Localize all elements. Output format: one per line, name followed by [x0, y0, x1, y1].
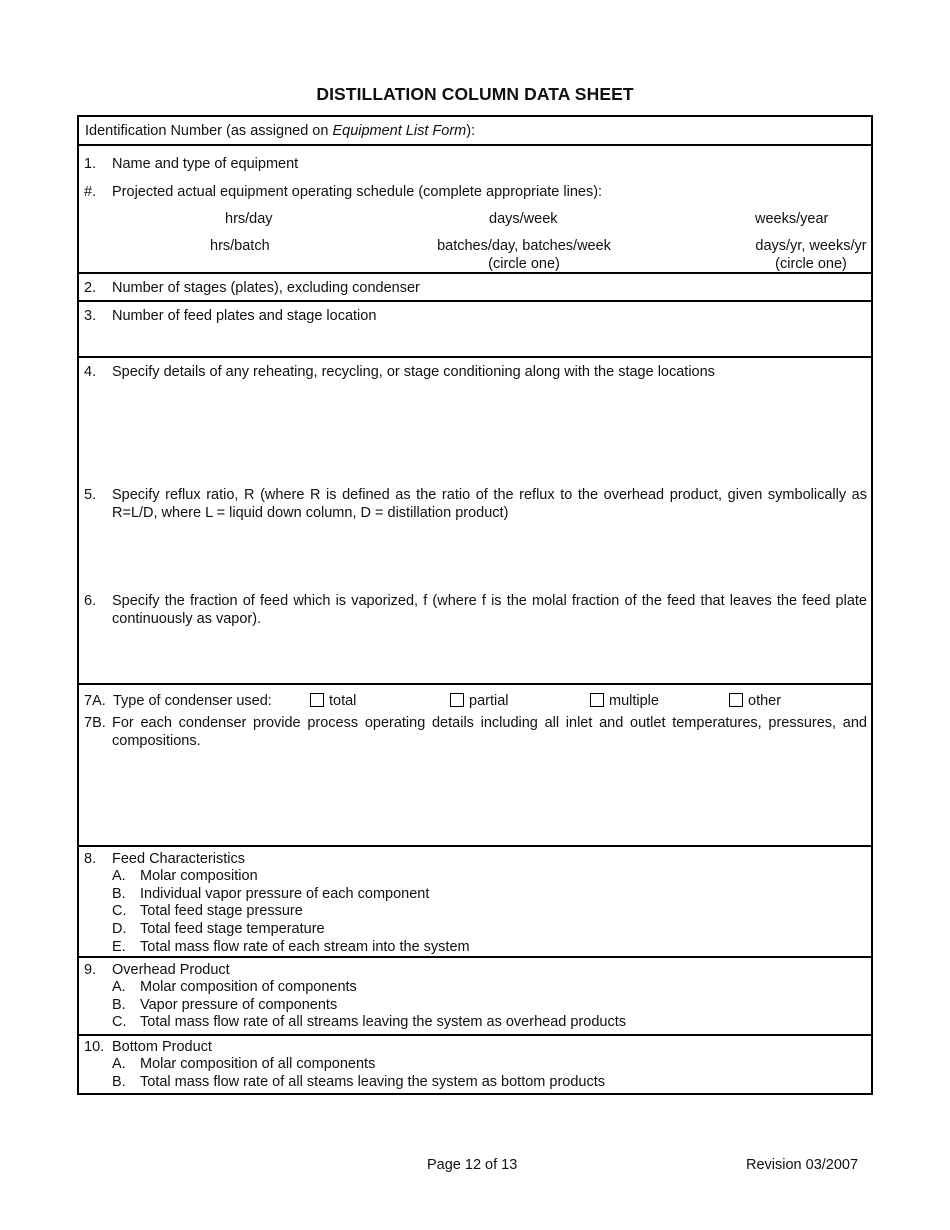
- section-6-vaporized-fraction[interactable]: [79, 587, 871, 683]
- list-item: A. Molar composition: [112, 868, 258, 884]
- section-heading: Bottom Product: [112, 1039, 212, 1055]
- option-label: multiple: [609, 693, 659, 709]
- reheating-label: Specify details of any reheating, recycling, or stage conditioning along with the stage locations: [112, 364, 715, 380]
- section-number: 9.: [84, 962, 97, 978]
- section-8-feed-characteristics[interactable]: [79, 845, 871, 958]
- section-number: 7A.: [84, 693, 106, 709]
- overhead-items-list: [112, 979, 626, 1032]
- equipment-name-type-field[interactable]: Name and type of equipment: [112, 156, 299, 172]
- identification-label: Identification Number (as assigned on Equipment List Form):: [85, 123, 476, 139]
- feed-items-list: [112, 868, 470, 957]
- section-number: #.: [84, 184, 97, 200]
- list-item: B. Total mass flow rate of all steams leaving the system as bottom products: [112, 1073, 606, 1090]
- days-per-week-field[interactable]: days/week: [489, 211, 558, 227]
- reflux-ratio-label: Specify reflux ratio, R (where R is defined as the ratio of the reflux to the overhead product, given symbolically as R=L/D, where L = liquid down column, D = distillation product): [112, 487, 867, 521]
- list-item: B. Individual vapor pressure of each component: [112, 885, 430, 902]
- condenser-other-option[interactable]: [729, 692, 781, 710]
- checkbox-icon[interactable]: [450, 693, 464, 707]
- data-sheet-form: [77, 115, 873, 1095]
- condenser-multiple-option[interactable]: [590, 692, 659, 710]
- section-5-reflux-ratio[interactable]: [79, 481, 871, 583]
- section-number: 7B.: [84, 715, 106, 731]
- list-item: A. Molar composition of components: [112, 979, 357, 995]
- vaporized-fraction-label: Specify the fraction of feed which is vaporized, f (where f is the molal fraction of the feed that leaves the feed plate continuously as vapor).: [112, 593, 867, 627]
- days-weeks-per-year-field[interactable]: [751, 237, 871, 273]
- page-title: DISTILLATION COLUMN DATA SHEET: [316, 84, 634, 104]
- section-10-bottom-product[interactable]: [79, 1034, 871, 1093]
- weeks-per-year-field[interactable]: weeks/year: [755, 211, 829, 227]
- checkbox-icon[interactable]: [590, 693, 604, 707]
- section-number: 8.: [84, 851, 97, 867]
- operating-schedule-label: Projected actual equipment operating schedule (complete appropriate lines):: [112, 184, 603, 200]
- checkbox-icon[interactable]: [729, 693, 743, 707]
- hrs-per-day-field[interactable]: hrs/day: [225, 211, 273, 227]
- list-item: E. Total mass flow rate of each stream into the system: [112, 938, 470, 955]
- bottom-items-list: [112, 1056, 605, 1091]
- hrs-per-batch-field[interactable]: hrs/batch: [210, 238, 270, 254]
- feed-plates-label: Number of feed plates and stage location: [112, 308, 377, 324]
- section-2-stages[interactable]: [79, 272, 871, 300]
- circle-one-note: (circle one): [488, 256, 560, 272]
- section-number: 5.: [84, 487, 97, 503]
- revision-date: Revision 03/2007: [746, 1157, 859, 1173]
- condenser-total-option[interactable]: [310, 692, 356, 710]
- section-number: 3.: [84, 308, 97, 324]
- option-label: partial: [469, 693, 509, 709]
- list-item: A. Molar composition of all components: [112, 1056, 376, 1072]
- section-number: 1.: [84, 156, 97, 172]
- condenser-type-label: Type of condenser used:: [113, 693, 272, 709]
- checkbox-icon[interactable]: [310, 693, 324, 707]
- list-item: C. Total feed stage pressure: [112, 903, 303, 920]
- section-1-equipment: [79, 144, 871, 274]
- option-label: other: [748, 693, 782, 709]
- condenser-details-field[interactable]: For each condenser provide process operating details including all inlet and outlet temperatures, pressures, and compositions.: [112, 715, 867, 749]
- page-number: Page 12 of 13: [427, 1157, 518, 1173]
- list-item: D. Total feed stage temperature: [112, 921, 325, 938]
- section-9-overhead-product[interactable]: [79, 956, 871, 1036]
- section-number: 2.: [84, 280, 97, 296]
- section-7-condenser: [79, 683, 871, 847]
- section-4-reheating[interactable]: [79, 356, 871, 481]
- list-item: B. Vapor pressure of components: [112, 996, 338, 1013]
- section-number: 6.: [84, 593, 97, 609]
- days-weeks-options: days/yr, weeks/yr: [755, 238, 867, 254]
- section-number: 10.: [84, 1039, 105, 1055]
- list-item: C. Total mass flow rate of all streams leaving the system as overhead products: [112, 1014, 626, 1031]
- section-3-feed-plates[interactable]: [79, 300, 871, 356]
- batches-field[interactable]: [419, 237, 629, 273]
- section-heading: Feed Characteristics: [112, 851, 245, 867]
- stages-label: Number of stages (plates), excluding condenser: [112, 280, 420, 296]
- identification-row[interactable]: [79, 117, 871, 144]
- section-number: 4.: [84, 364, 97, 380]
- option-label: total: [329, 693, 357, 709]
- condenser-partial-option[interactable]: [450, 692, 509, 710]
- circle-one-note: (circle one): [775, 256, 847, 272]
- batches-options: batches/day, batches/week: [437, 238, 611, 254]
- section-heading: Overhead Product: [112, 962, 230, 978]
